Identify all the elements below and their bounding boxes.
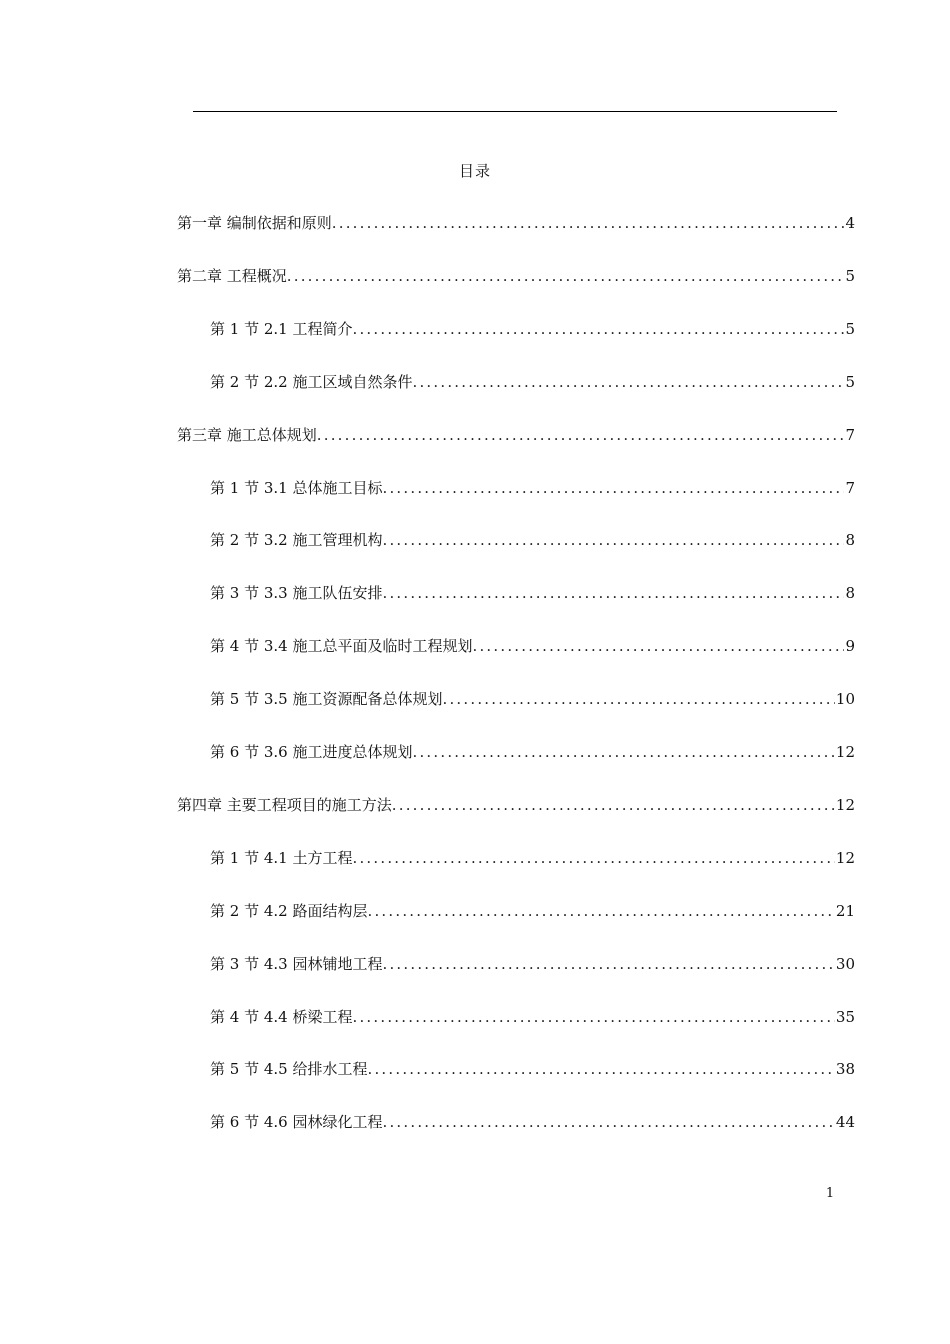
toc-leader-dots: [392, 794, 835, 816]
toc-leader-dots: [367, 900, 834, 922]
toc-entry[interactable]: [210, 953, 855, 975]
toc-entry-page: 7: [845, 426, 855, 444]
toc-entry-page: 5: [845, 320, 855, 338]
toc-entry[interactable]: [210, 1111, 855, 1133]
toc-entry-page: 4: [845, 214, 855, 232]
toc-entry-label: 第 4 节 4.4 桥梁工程: [210, 1008, 353, 1026]
toc-entry[interactable]: [177, 424, 855, 446]
header-rule: [193, 111, 837, 112]
toc-entry-page: 44: [835, 1113, 855, 1131]
toc-entry-label: 第 4 节 3.4 施工总平面及临时工程规划: [210, 637, 473, 655]
toc-entry-label: 第三章 施工总体规划: [177, 426, 317, 444]
toc-leader-dots: [287, 265, 845, 287]
toc-entry-page: 8: [845, 584, 855, 602]
toc-leader-dots: [382, 1111, 834, 1133]
toc-entry[interactable]: [177, 794, 855, 816]
toc-entry[interactable]: [177, 212, 855, 234]
toc-leader-dots: [317, 424, 845, 446]
toc-entry[interactable]: [210, 847, 855, 869]
toc-entry-label: 第 2 节 3.2 施工管理机构: [210, 531, 383, 549]
toc-entry-label: 第 5 节 4.5 给排水工程: [210, 1060, 368, 1078]
toc-entry-page: 5: [845, 267, 855, 285]
toc-entry-label: 第 6 节 3.6 施工进度总体规划: [210, 743, 413, 761]
toc-entry-label: 第 5 节 3.5 施工资源配备总体规划: [210, 690, 443, 708]
toc-entry-page: 12: [835, 743, 855, 761]
toc-entry-page: 5: [845, 373, 855, 391]
toc-leader-dots: [472, 635, 844, 657]
toc-leader-dots: [332, 212, 845, 234]
toc-entry[interactable]: [177, 265, 855, 287]
toc-entry-label: 第 1 节 3.1 总体施工目标: [210, 479, 383, 497]
toc-leader-dots: [442, 688, 834, 710]
toc-entry-label: 第 2 节 2.2 施工区域自然条件: [210, 373, 413, 391]
page-number: 1: [825, 1186, 835, 1201]
toc-entry-label: 第 1 节 4.1 土方工程: [210, 849, 353, 867]
toc-entry-page: 8: [845, 531, 855, 549]
toc-entry-label: 第 6 节 4.6 园林绿化工程: [210, 1113, 383, 1131]
toc-entry[interactable]: [210, 900, 855, 922]
toc-entry-label: 第 1 节 2.1 工程简介: [210, 320, 353, 338]
toc-entry[interactable]: [210, 1006, 855, 1028]
toc-entry-page: 9: [845, 637, 855, 655]
toc-title: 目录: [458, 162, 491, 180]
toc-entry-page: 10: [835, 690, 855, 708]
toc-entry-label: 第 3 节 4.3 园林铺地工程: [210, 955, 383, 973]
toc-leader-dots: [382, 477, 844, 499]
toc-leader-dots: [352, 1006, 834, 1028]
toc-leader-dots: [382, 529, 844, 551]
toc-entry-page: 35: [835, 1008, 855, 1026]
toc-entry[interactable]: [210, 318, 855, 340]
toc-entry[interactable]: [210, 635, 855, 657]
toc-entry[interactable]: [210, 688, 855, 710]
toc-entry-label: 第 3 节 3.3 施工队伍安排: [210, 584, 383, 602]
toc-entry-page: 7: [845, 479, 855, 497]
toc-entry[interactable]: [210, 529, 855, 551]
toc-entry-page: 38: [835, 1060, 855, 1078]
toc-leader-dots: [412, 741, 834, 763]
toc-leader-dots: [412, 371, 844, 393]
toc-entry-label: 第 2 节 4.2 路面结构层: [210, 902, 368, 920]
toc-entry-page: 30: [835, 955, 855, 973]
toc-entry-label: 第四章 主要工程项目的施工方法: [177, 796, 392, 814]
toc-entry[interactable]: [210, 371, 855, 393]
toc-leader-dots: [352, 847, 834, 869]
toc-leader-dots: [352, 318, 844, 340]
toc-entry[interactable]: [210, 1058, 855, 1080]
toc-entry[interactable]: [210, 741, 855, 763]
toc-leader-dots: [382, 953, 834, 975]
toc-entry-label: 第一章 编制依据和原则: [177, 214, 332, 232]
toc-entry-label: 第二章 工程概况: [177, 267, 287, 285]
toc-entry[interactable]: [210, 477, 855, 499]
toc-entry-page: 12: [835, 849, 855, 867]
toc-entry[interactable]: [210, 582, 855, 604]
toc-entry-page: 21: [835, 902, 855, 920]
toc-entry-page: 12: [835, 796, 855, 814]
toc-leader-dots: [367, 1058, 834, 1080]
toc-leader-dots: [382, 582, 844, 604]
